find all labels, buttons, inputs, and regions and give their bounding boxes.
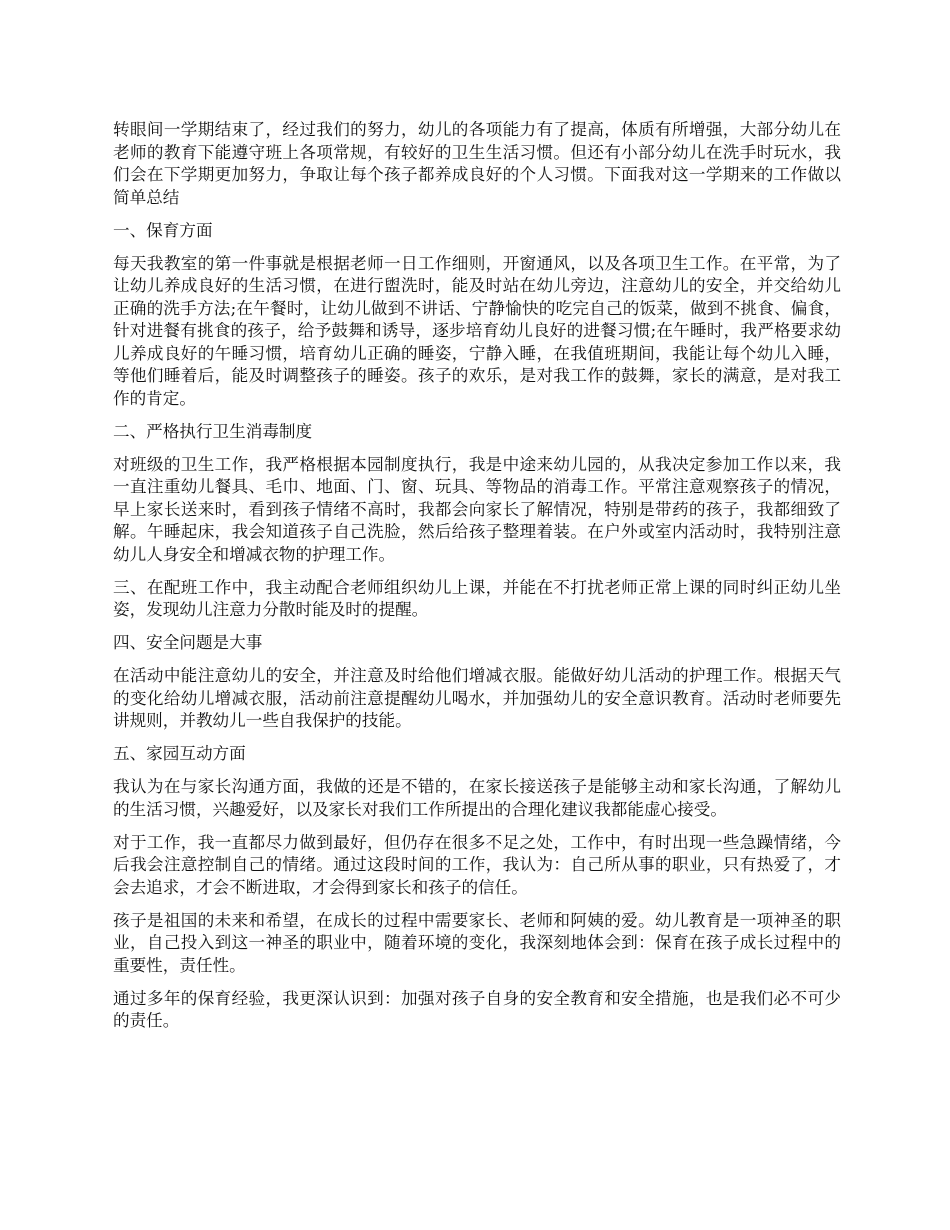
intro-paragraph: 转眼间一学期结束了，经过我们的努力，幼儿的各项能力有了提高，体质有所增强，大部分幼儿在老师的教育下能遵守班上各项常规，有较好的卫生生活习惯。但还有小部分幼儿在洗手时玩水，我们会在下学期更加努力，争取让每个孩子都养成良好的个人习惯。下面我对这一学期来的工作做以简单总结 bbox=[113, 120, 841, 207]
section-heading-home-school: 五、家园互动方面 bbox=[113, 744, 246, 763]
safety-paragraph: 在活动中能注意幼儿的安全，并注意及时给他们增减衣服。能做好幼儿活动的护理工作。根据天气的变化给幼儿增减衣服，活动前注意提醒幼儿喝水，并加强幼儿的安全意识教育。活动时老师要先讲规则，并教幼儿一些自我保护的技能。 bbox=[113, 666, 841, 730]
section-heading-hygiene: 二、严格执行卫生消毒制度 bbox=[113, 421, 313, 441]
hygiene-paragraph: 对班级的卫生工作，我严格根据本园制度执行，我是中途来幼儿园的，从我决定参加工作以来，我一直注重幼儿餐具、毛巾、地面、门、窗、玩具、等物品的消毒工作。平常注意观察孩子的情况，早上家长送来时，看到孩子情绪不高时，我都会向家长了解情况，特别是带药的孩子，我都细致了解。午睡起床，我会知道孩子自己洗脸，然后给孩子整理着装。在户外或室内活动时，我特别注意幼儿人身安全和增减衣物的护理工作。 bbox=[113, 454, 841, 564]
home-school-paragraph: 我认为在与家长沟通方面，我做的还是不错的，在家长接送孩子是能够主动和家长沟通，了解幼儿的生活习惯，兴趣爱好，以及家长对我们工作所提出的合理化建议我都能虚心接受。 bbox=[113, 777, 841, 819]
cooperation-paragraph: 三、在配班工作中，我主动配合老师组织幼儿上课，并能在不打扰老师正常上课的同时纠正幼儿坐姿，发现幼儿注意力分散时能及时的提醒。 bbox=[113, 577, 841, 619]
section-heading-safety: 四、安全问题是大事 bbox=[113, 633, 263, 652]
document-page bbox=[113, 119, 841, 1043]
conclusion-paragraph: 通过多年的保育经验，我更深认识到：加强对孩子自身的安全教育和安全措施，也是我们必不可少的责任。 bbox=[113, 988, 841, 1030]
future-paragraph: 孩子是祖国的未来和希望，在成长的过程中需要家长、老师和阿姨的爱。幼儿教育是一项神圣的职业，自己投入到这一神圣的职业中，随着环境的变化，我深刻地体会到：保育在孩子成长过程中的重要性，责任性。 bbox=[113, 910, 841, 975]
section-heading-childcare: 一、保育方面 bbox=[113, 220, 213, 240]
childcare-paragraph: 每天我教室的第一件事就是根据老师一日工作细则，开窗通风，以及各项卫生工作。在平常，为了让幼儿养成良好的生活习惯，在进行盥洗时，能及时站在幼儿旁边，注意幼儿的安全，并交给幼儿正确的洗手方法;在午餐时，让幼儿做到不讲话、宁静愉快的吃完自己的饭菜，做到不挑食、偏食，针对进餐有挑食的孩子，给予鼓舞和诱导，逐步培育幼儿良好的进餐习惯;在午睡时，我严格要求幼儿养成良好的午睡习惯，培育幼儿正确的睡姿，宁静入睡，在我值班期间，我能让每个幼儿入睡，等他们睡着后，能及时调整孩子的睡姿。孩子的欢乐，是对我工作的鼓舞，家长的满意，是对我工作的肯定。 bbox=[113, 253, 841, 408]
work-reflection-paragraph: 对于工作，我一直都尽力做到最好，但仍存在很多不足之处，工作中，有时出现一些急躁情绪，今后我会注意控制自己的情绪。通过这段时间的工作，我认为：自己所从事的职业，只有热爱了，才会去追求，才会不断进取，才会得到家长和孩子的信任。 bbox=[113, 832, 841, 897]
